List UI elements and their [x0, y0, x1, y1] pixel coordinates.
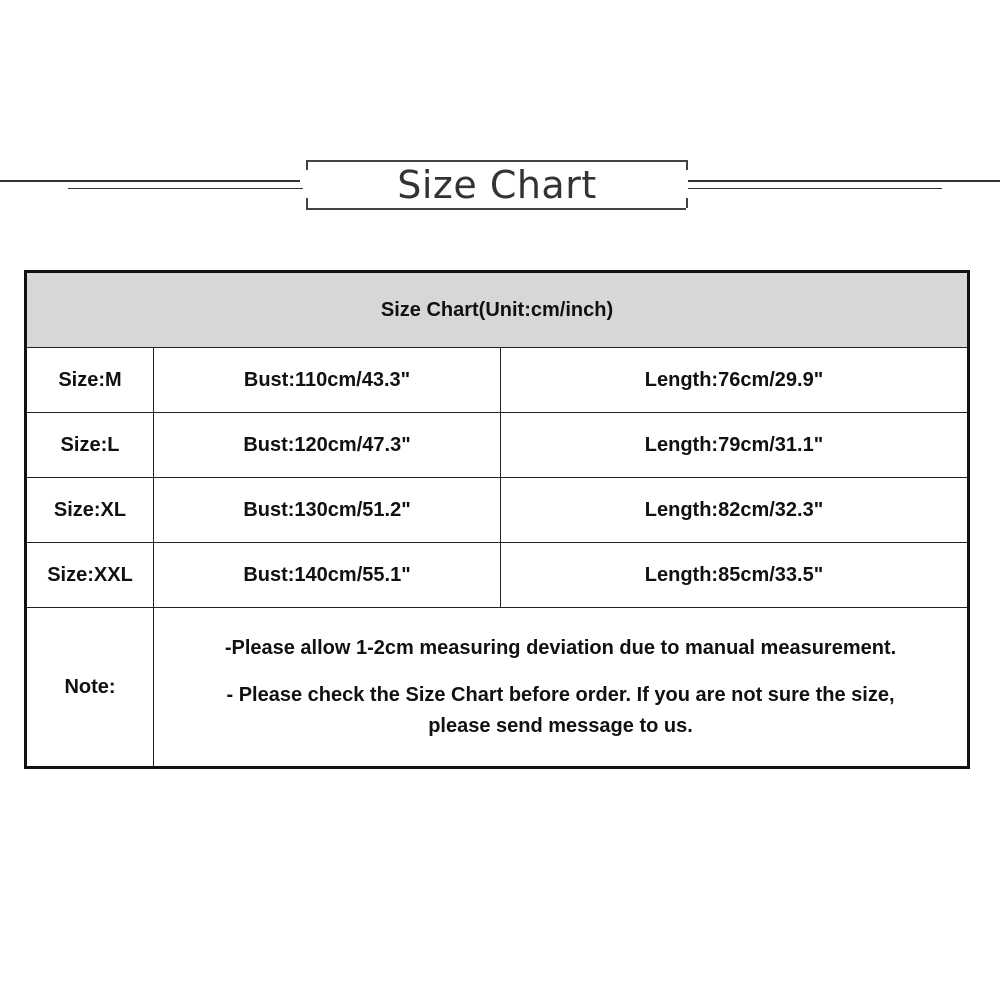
title-banner	[0, 158, 1000, 212]
table-header: Size Chart(Unit:cm/inch)	[26, 272, 969, 348]
size-cell: Size:XXL	[26, 543, 154, 608]
bust-cell: Bust:130cm/51.2"	[154, 478, 501, 543]
table-row	[26, 543, 969, 608]
length-cell: Length:76cm/29.9"	[501, 348, 969, 413]
length-cell: Length:82cm/32.3"	[501, 478, 969, 543]
size-table	[24, 270, 970, 769]
banner-rule-left-outer	[0, 180, 300, 182]
length-cell: Length:85cm/33.5"	[501, 543, 969, 608]
table-row	[26, 478, 969, 543]
note-label: Note:	[26, 608, 154, 768]
banner-rule-right-inner	[688, 188, 942, 189]
bust-cell: Bust:120cm/47.3"	[154, 413, 501, 478]
table-header-row	[26, 272, 969, 348]
title-frame	[306, 158, 688, 210]
page-title: Size Chart	[397, 163, 597, 207]
size-cell: Size:L	[26, 413, 154, 478]
length-cell: Length:79cm/31.1"	[501, 413, 969, 478]
note-row	[26, 608, 969, 768]
table-row	[26, 413, 969, 478]
table-row	[26, 348, 969, 413]
note-line-check: - Please check the Size Chart before order. If you are not sure the size,	[226, 683, 895, 706]
bust-cell: Bust:140cm/55.1"	[154, 543, 501, 608]
bust-cell: Bust:110cm/43.3"	[154, 348, 501, 413]
banner-rule-left-inner	[68, 188, 303, 189]
note-content	[154, 608, 969, 768]
size-cell: Size:M	[26, 348, 154, 413]
note-spacer	[154, 664, 967, 680]
note-line-deviation: -Please allow 1-2cm measuring deviation due to manual measurement.	[224, 636, 897, 659]
note-line-contact: please send message to us.	[428, 714, 693, 737]
size-cell: Size:XL	[26, 478, 154, 543]
banner-rule-right-outer	[688, 180, 1000, 182]
